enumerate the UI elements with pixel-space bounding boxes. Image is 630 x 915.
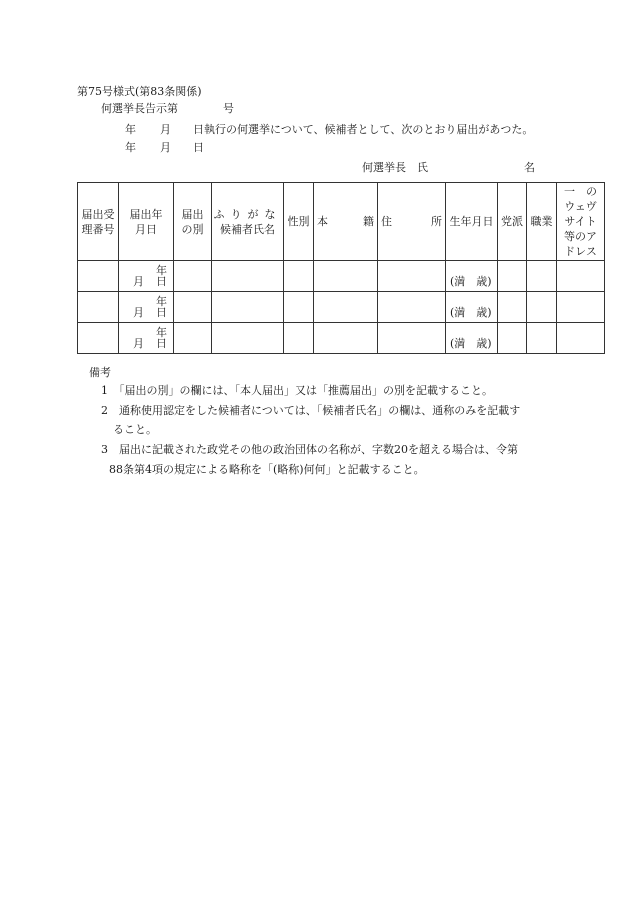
occupation-cell[interactable] <box>527 261 557 292</box>
notice-suffix: 号 <box>223 102 234 115</box>
submit-date-cell[interactable]: 年 月 日 <box>119 261 174 292</box>
header-submit-date: 届出年 月日 <box>119 183 174 261</box>
header-type: 届出 の別 <box>174 183 212 261</box>
date-month: 月 <box>160 141 171 154</box>
date-line <box>125 142 204 153</box>
web-address-cell[interactable] <box>557 323 605 354</box>
signature-prefix: 何選挙長 氏 <box>362 161 428 174</box>
gender-cell[interactable] <box>284 292 314 323</box>
execution-line <box>125 124 533 135</box>
receipt-number-cell[interactable] <box>78 261 119 292</box>
domicile-cell[interactable] <box>314 323 378 354</box>
note-item-2: 2 通称使用認定をした候補者については、「候補者氏名」の欄は、通称のみを記載す <box>101 404 521 417</box>
notes-heading: 備考 <box>89 366 111 379</box>
header-occupation: 職業 <box>527 183 557 261</box>
header-birth-date: 生年月日 <box>446 183 498 261</box>
table-header-row <box>78 183 605 261</box>
execution-year: 年 <box>125 123 136 136</box>
signature-suffix: 名 <box>524 161 535 174</box>
birth-date-cell[interactable]: (満 歳) <box>446 261 498 292</box>
header-receipt-number: 届出受 理番号 <box>78 183 119 261</box>
execution-month: 月 <box>160 123 171 136</box>
occupation-cell[interactable] <box>527 323 557 354</box>
web-address-cell[interactable] <box>557 261 605 292</box>
note-item-3: 3 届出に記載された政党その他の政治団体の名称が、字数20を超える場合は、令第 <box>101 443 518 456</box>
header-domicile: 本 籍 <box>314 183 378 261</box>
header-web-address: 一 の ウェヴ サイト 等のア ドレス <box>557 183 605 261</box>
table-row <box>78 292 605 323</box>
header-address: 住 所 <box>378 183 446 261</box>
candidate-name-cell[interactable] <box>212 292 284 323</box>
candidate-name-cell[interactable] <box>212 323 284 354</box>
submit-date-cell[interactable]: 年 月 日 <box>119 292 174 323</box>
date-day: 日 <box>193 141 204 154</box>
table-row <box>78 261 605 292</box>
type-cell[interactable] <box>174 292 212 323</box>
address-cell[interactable] <box>378 261 446 292</box>
birth-date-cell[interactable]: (満 歳) <box>446 292 498 323</box>
form-title: 第75号様式(第83条関係) <box>77 85 202 98</box>
party-cell[interactable] <box>498 261 527 292</box>
header-candidate-name: ふりがな 候補者氏名 <box>212 183 284 261</box>
party-cell[interactable] <box>498 292 527 323</box>
type-cell[interactable] <box>174 261 212 292</box>
note-item-3-cont: 88条第4項の規定による略称を「(略称)何何」と記載すること。 <box>109 463 425 476</box>
submit-date-cell[interactable]: 年 月 日 <box>119 323 174 354</box>
domicile-cell[interactable] <box>314 261 378 292</box>
party-cell[interactable] <box>498 323 527 354</box>
gender-cell[interactable] <box>284 261 314 292</box>
header-party: 党派 <box>498 183 527 261</box>
address-cell[interactable] <box>378 292 446 323</box>
notice-prefix: 何選挙長告示第 <box>101 102 178 115</box>
address-cell[interactable] <box>378 323 446 354</box>
date-year: 年 <box>125 141 136 154</box>
web-address-cell[interactable] <box>557 292 605 323</box>
execution-text: 日執行の何選挙について、候補者として、次のとおり届出があつた。 <box>193 123 534 136</box>
birth-date-cell[interactable]: (満 歳) <box>446 323 498 354</box>
table-row <box>78 323 605 354</box>
type-cell[interactable] <box>174 323 212 354</box>
domicile-cell[interactable] <box>314 292 378 323</box>
notice-number-line <box>101 103 234 114</box>
note-item-1: 1 「届出の別」の欄には、「本人届出」又は「推薦届出」の別を記載すること。 <box>101 384 493 397</box>
header-gender: 性別 <box>284 183 314 261</box>
receipt-number-cell[interactable] <box>78 292 119 323</box>
note-item-2-cont: ること。 <box>113 423 157 436</box>
candidate-name-cell[interactable] <box>212 261 284 292</box>
candidate-notification-table <box>77 182 605 354</box>
receipt-number-cell[interactable] <box>78 323 119 354</box>
signature-line <box>362 162 535 173</box>
gender-cell[interactable] <box>284 323 314 354</box>
occupation-cell[interactable] <box>527 292 557 323</box>
